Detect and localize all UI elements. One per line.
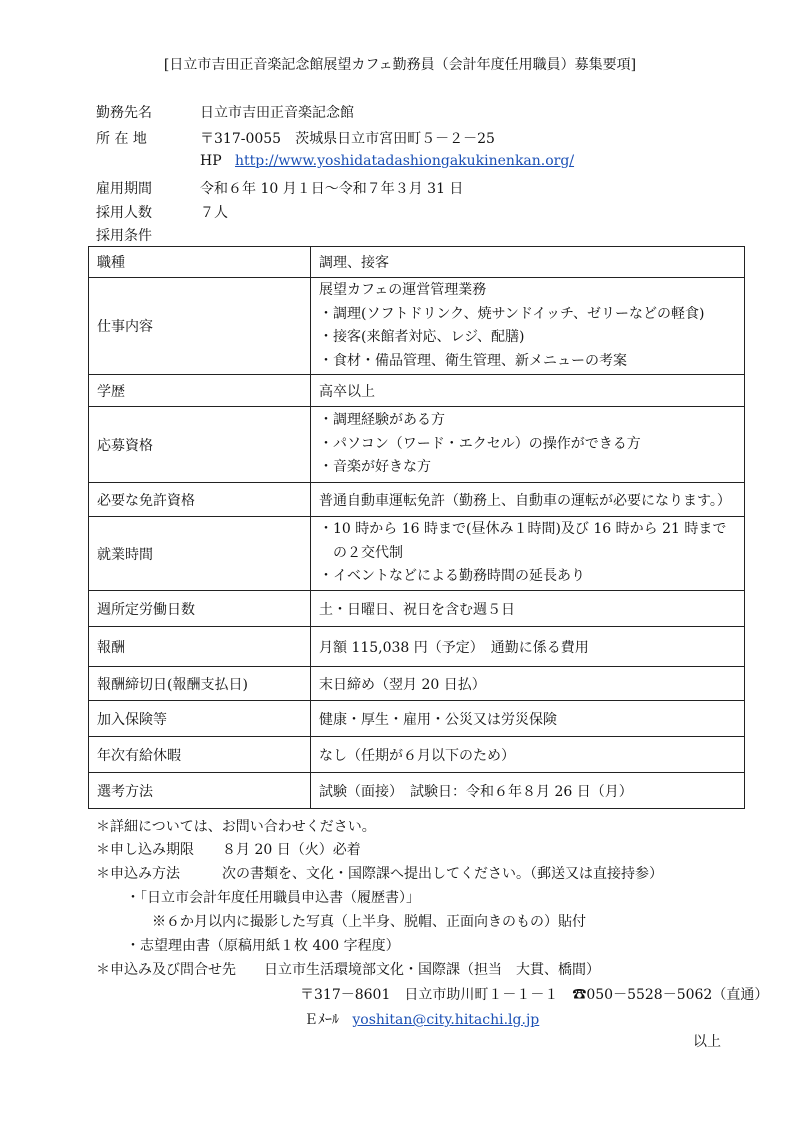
note-doc1-photo: ※６か月以内に撮影した写真（上半身、脱帽、正面向きのもの）貼付 — [152, 914, 586, 930]
qual-value — [311, 407, 745, 483]
selection-label: 選考方法 — [89, 773, 311, 809]
qual-line: ・音楽が好きな方 — [319, 459, 431, 476]
note-email-row — [304, 1009, 539, 1029]
note-deadline: ＊申し込み期限 ８月 20 日（火）必着 — [96, 842, 361, 858]
hours-label: 就業時間 — [89, 517, 311, 591]
email-link[interactable]: yoshitan@city.hitachi.lg.jp — [352, 1012, 540, 1028]
hours-line: ・10 時から 16 時まで(昼休み１時間)及び 16 時から 21 時まで — [319, 521, 727, 538]
closing-mark: 以上 — [693, 1034, 721, 1050]
selection-value: 試験（面接） 試験日：令和６年８月 26 日（月） — [311, 773, 745, 809]
hours-value — [311, 517, 745, 591]
table-row — [89, 773, 745, 809]
period-row — [96, 178, 463, 198]
note-doc2: ・志望理由書（原稿用紙１枚 400 字程度） — [126, 938, 400, 954]
work-label: 仕事内容 — [89, 278, 311, 375]
qual-line: ・パソコン（ワード・エクセル）の操作ができる方 — [319, 435, 641, 452]
document-title: [日立市吉田正音楽記念館展望カフェ勤務員（会計年度任用職員）募集要項] — [163, 57, 637, 73]
note-contact-address: 〒317－8601 日立市助川町１－１－１ ☎050－5528－5062（直通） — [300, 987, 769, 1003]
address-label: 所 在 地 — [96, 131, 147, 147]
job-label: 職種 — [89, 247, 311, 278]
leave-label: 年次有給休暇 — [89, 737, 311, 773]
edu-label: 学歴 — [89, 375, 311, 407]
license-label: 必要な免許資格 — [89, 483, 311, 517]
work-line: ・調理(ソフトドリンク、焼サンドイッチ、ゼリーなどの軽食) — [319, 305, 705, 322]
address-value: 〒317-0055 茨城県日立市宮田町５－２－25 — [200, 131, 495, 147]
hp-link[interactable]: http://www.yoshidatadashiongakukinenkan.org/ — [235, 153, 575, 169]
work-line: 展望カフェの運営管理業務 — [319, 282, 487, 298]
note-detail: ＊詳細については、お問い合わせください。 — [96, 819, 376, 835]
period-value: 令和６年 10 月１日～令和７年３月 31 日 — [200, 181, 464, 197]
conditions-row — [96, 225, 200, 245]
insurance-label: 加入保険等 — [89, 701, 311, 737]
table-row — [89, 483, 745, 517]
table-row — [89, 627, 745, 667]
table-row — [89, 247, 745, 278]
table-row — [89, 667, 745, 701]
hours-line: ・イベントなどによる勤務時間の延長あり — [319, 568, 585, 585]
table-row — [89, 591, 745, 627]
table-row — [89, 737, 745, 773]
hp-prefix: HP — [200, 153, 222, 169]
period-label: 雇用期間 — [96, 181, 152, 197]
address-row — [96, 128, 495, 148]
email-label: Ｅﾒｰﾙ — [304, 1012, 339, 1028]
edu-value: 高卒以上 — [311, 375, 745, 407]
table-row — [89, 407, 745, 483]
payday-value: 末日締め（翌月 20 日払） — [311, 667, 745, 701]
note-method: ＊申込み方法 次の書類を、文化・国際課へ提出してください。（郵送又は直接持参） — [96, 866, 663, 882]
work-line: ・食材・備品管理、衛生管理、新メニューの考案 — [319, 352, 627, 369]
hp-row — [200, 153, 574, 169]
count-label: 採用人数 — [96, 205, 152, 221]
qual-label: 応募資格 — [89, 407, 311, 483]
table-row — [89, 375, 745, 407]
workplace-row — [96, 102, 354, 122]
note-contact: ＊申込み及び問合せ先 日立市生活環境部文化・国際課（担当 大貫、橋間） — [96, 962, 600, 978]
hours-line: の２交代制 — [319, 544, 403, 561]
table-row — [89, 278, 745, 375]
workplace-value: 日立市吉田正音楽記念館 — [200, 105, 354, 121]
insurance-value: 健康・厚生・雇用・公災又は労災保険 — [311, 701, 745, 737]
conditions-table — [88, 246, 745, 809]
conditions-label: 採用条件 — [96, 228, 152, 244]
table-row — [89, 517, 745, 591]
license-value: 普通自動車運転免許（勤務上、自動車の運転が必要になります。） — [311, 483, 745, 517]
qual-line: ・調理経験がある方 — [319, 412, 445, 429]
pay-label: 報酬 — [89, 627, 311, 667]
note-doc1: ・「日立市会計年度任用職員申込書（履歴書）」 — [126, 890, 420, 906]
work-line: ・接客(来館者対応、レジ、配膳) — [319, 329, 525, 345]
table-row — [89, 701, 745, 737]
days-value: 土・日曜日、祝日を含む週５日 — [311, 591, 745, 627]
payday-label: 報酬締切日(報酬支払日) — [89, 667, 311, 701]
job-value: 調理、接客 — [311, 247, 745, 278]
leave-value: なし（任期が６月以下のため） — [311, 737, 745, 773]
count-value: ７人 — [200, 205, 228, 221]
count-row — [96, 202, 228, 222]
workplace-label: 勤務先名 — [96, 105, 152, 121]
work-value — [311, 278, 745, 375]
days-label: 週所定労働日数 — [89, 591, 311, 627]
pay-value: 月額 115,038 円（予定） 通勤に係る費用 — [311, 627, 745, 667]
